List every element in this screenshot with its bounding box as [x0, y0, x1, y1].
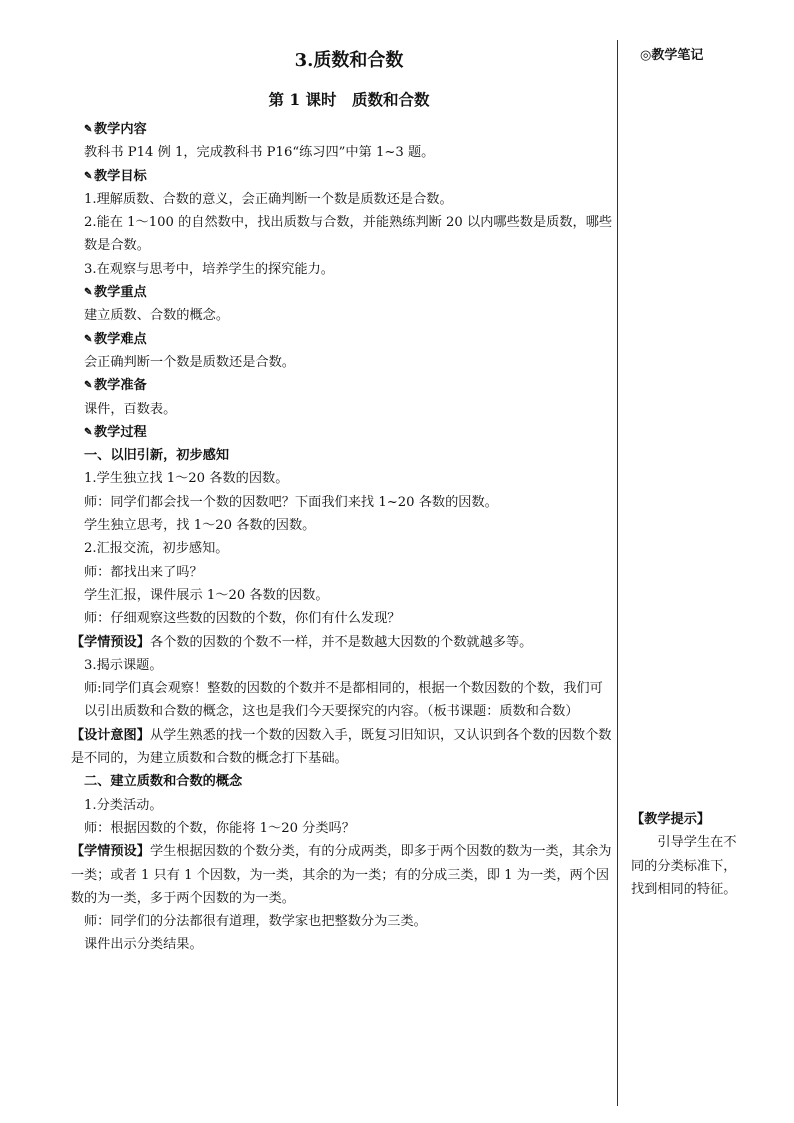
bullet-icon: ✎	[84, 124, 93, 135]
margin-divider-line	[617, 40, 618, 1106]
process-paragraph: 【学情预设】学生根据因数的个数分类，有的分成两类，即多于两个因数的数为一类，其余为一类；或者 1 只有 1 个因数，为一类，其余的为一类；有的分成三类，即 1 为一类，两个因数的为一类，多于两个因数的为一类。	[70, 844, 612, 906]
goal-item: 2.能在 1～100 的自然数中，找出质数与合数，并能熟练判断 20 以内哪些数是质数，哪些数是合数。	[84, 215, 613, 254]
process-part-title: 一、以旧引新，初步感知	[84, 448, 230, 464]
process-paragraph: 师:同学们真会观察！整数的因数的个数并不是都相同的，根据一个数因数的个数，我们可以引出质数和合数的概念，这也是我们今天要探究的内容。（板书课题：质数和合数）	[84, 681, 603, 720]
process-paragraph: 师：都找出来了吗？	[84, 564, 203, 580]
prep-text: 课件，百数表。	[84, 401, 177, 417]
lesson-body	[70, 44, 614, 957]
tip-heading: 【教学提示】	[631, 812, 711, 827]
preset-tag: 【学情预设】	[70, 634, 150, 650]
chapter-title: 3.质数和合数	[294, 50, 404, 71]
preset-tag: 【学情预设】	[70, 844, 150, 860]
lesson-subtitle: 第 1 课时 质数和合数	[268, 90, 430, 109]
bullet-icon: ✎	[84, 380, 93, 392]
process-part-title: 二、建立质数和合数的概念	[84, 774, 243, 790]
design-intent-tag: 【设计意图】	[70, 727, 150, 743]
process-paragraph: 师：同学们的分法都很有道理，数学家也把整数分为三类。	[84, 914, 427, 930]
section-heading-content: ✎ 教学内容	[84, 118, 614, 141]
bullet-icon: ✎	[84, 287, 93, 299]
content-text: 教科书 P14 例 1，完成教科书 P16“练习四”中第 1~3 题。	[84, 145, 435, 161]
tip-text: 引导学生在不同的分类标准下，找到相同的特征。	[631, 835, 737, 897]
process-paragraph: 【学情预设】各个数的因数的个数不一样，并不是数越大因数的个数就越多等。	[70, 634, 533, 650]
bullet-icon: ✎	[84, 170, 93, 182]
section-heading-difficulty: ✎ 教学难点	[84, 328, 614, 351]
difficulty-text: 会正确判断一个数是质数还是合数。	[84, 354, 295, 370]
process-paragraph: 1.学生独立找 1～20 各数的因数。	[84, 471, 289, 487]
teaching-tip	[631, 808, 741, 901]
process-paragraph: 师：仔细观察这些数的因数的个数，你们有什么发现？	[84, 611, 401, 627]
bullet-icon: ✎	[84, 333, 93, 345]
process-paragraph: 学生汇报，课件展示 1～20 各数的因数。	[84, 587, 329, 603]
goal-item: 3.在观察与思考中，培养学生的探究能力。	[84, 261, 334, 277]
goal-item: 1.理解质数、合数的意义，会正确判断一个数是质数还是合数。	[84, 191, 453, 207]
section-heading-goals: ✎ 教学目标	[84, 165, 614, 188]
process-paragraph: 师：同学们都会找一个数的因数吧？下面我们来找 1~20 各数的因数。	[84, 494, 498, 510]
section-heading-prep: ✎ 教学准备	[84, 374, 614, 397]
process-paragraph: 学生独立思考，找 1～20 各数的因数。	[84, 518, 316, 534]
process-paragraph: 2.汇报交流，初步感知。	[84, 541, 229, 557]
section-heading-process: ✎ 教学过程	[84, 421, 614, 444]
process-paragraph: 课件出示分类结果。	[84, 937, 203, 953]
process-paragraph: 【设计意图】从学生熟悉的找一个数的因数入手，既复习旧知识，又认识到各个数的因数个数是不同的，为建立质数和合数的概念打下基础。	[70, 727, 612, 767]
key-text: 建立质数、合数的概念。	[84, 308, 230, 324]
bullet-icon: ✎	[84, 426, 93, 438]
section-heading-key: ✎ 教学重点	[84, 281, 614, 304]
process-paragraph: 3.揭示课题。	[84, 657, 163, 673]
process-paragraph: 1.分类活动。	[84, 797, 163, 813]
teaching-notes-title: ◎教学笔记	[640, 48, 704, 63]
process-paragraph: 师：根据因数的个数，你能将 1～20 分类吗？	[84, 820, 355, 836]
